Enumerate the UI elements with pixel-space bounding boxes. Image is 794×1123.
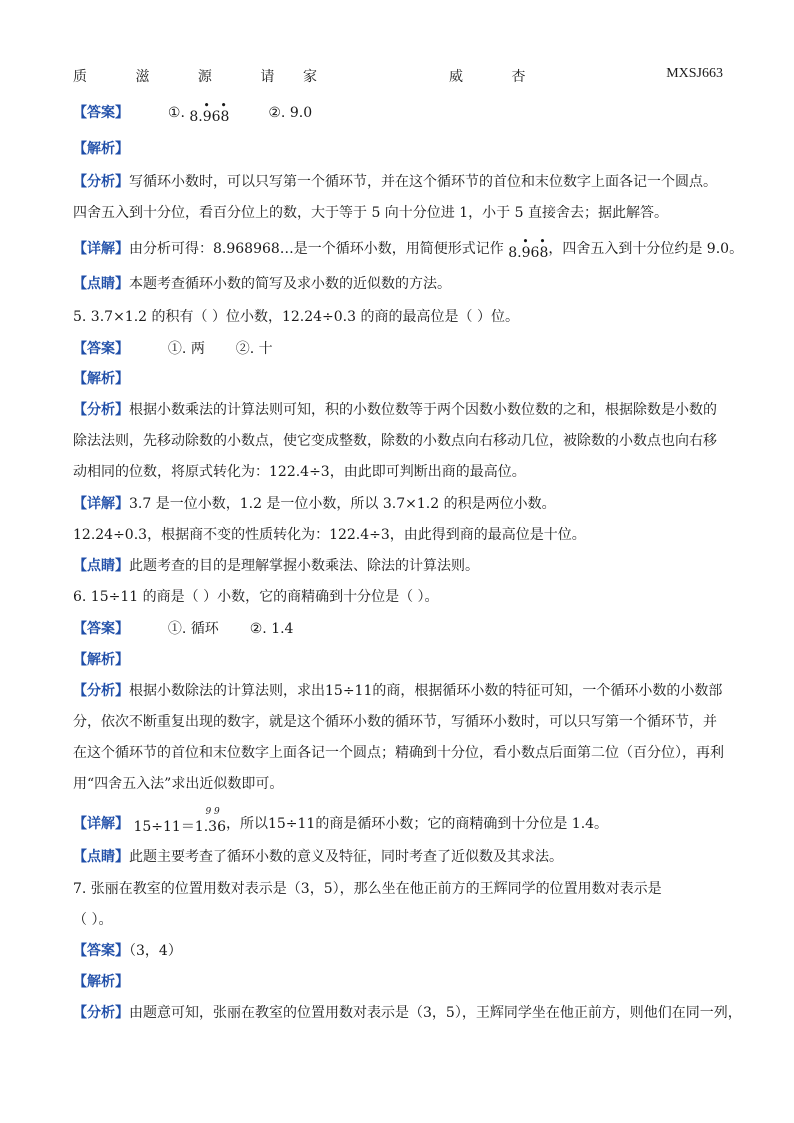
answer-tag: 【答案】 [73, 105, 129, 121]
q5-xiangjie-line-1: 【详解】3.7 是一位小数，1.2 是一位小数，所以 3.7×1.2 的积是两位小数。 [73, 496, 556, 512]
q6-dianjing: 【点睛】此题主要考查了循环小数的意义及特征，同时考查了近似数及其求法。 [73, 849, 563, 865]
q7-answer-row: 【答案】（3，4） [73, 943, 182, 959]
q5-question: 5. 3.7×1.2 的积有（ ）位小数，12.24÷0.3 的商的最高位是（ ）位。 [73, 309, 519, 325]
jiexi-heading: 【解析】 [73, 652, 129, 668]
q5-xiangjie-line-2: 12.24÷0.3，根据商不变的性质转化为：122.4÷3，由此得到商的最高位是十位。 [73, 527, 586, 543]
q5-answer-row: 【答案】 ①. 两 ②. 十 [73, 341, 273, 357]
repeating-decimal-inline: 8.968 • • [508, 235, 549, 261]
jiexi-heading: 【解析】 [73, 141, 129, 157]
q5-fenxi-line-1: 【分析】根据小数乘法的计算法则可知，积的小数位数等于两个因数小数位数的之和，根据除数是小数的 [73, 402, 717, 418]
q6-fenxi-line-2: 分，依次不断重复出现的数字，就是这个循环小数的循环节，写循环小数时，可以只写第一个循环节，并 [73, 714, 717, 730]
q6-answer-row: 【答案】 ①. 循环 ②. 1.4 [73, 621, 294, 637]
repeating-decimal-expression: 15÷11＝1.36 9 9 [133, 807, 226, 835]
q5-fenxi-line-3: 动相同的位数，将原式转化为：122.4÷3，由此即可判断出商的最高位。 [73, 464, 526, 480]
header-mid-text-2: 威 杏 [449, 69, 548, 85]
header-left-text: 质 滋 源 请 [73, 69, 297, 85]
q5-dianjing: 【点睛】此题考查的目的是理解掌握小数乘法、除法的计算法则。 [73, 558, 479, 574]
repeat-dot-icon: • [522, 235, 529, 248]
answer-option-2-label: ②. [268, 105, 286, 121]
q4-xiangjie: 【详解】由分析可得：8.968968…是一个循环小数，用简便形式记作 8.968 • • ，四舍五入到十分位约是 9.0。 [73, 235, 744, 261]
q7-fenxi-line-1: 【分析】由题意可知，张丽在教室的位置用数对表示是（3，5），王辉同学坐在他正前方，则他们在同一列， [73, 1005, 742, 1021]
repeating-decimal-value: 8.968 • • [189, 99, 230, 125]
page-header [73, 66, 723, 86]
answer-option-1-label: ①. [167, 105, 185, 121]
header-mid-text-1: 家 [303, 69, 317, 85]
repeat-dot-icon: • [539, 235, 546, 248]
q4-fenxi-line-1: 【分析】写循环小数时，可以只写第一个循环节，并在这个循环节的首位和末位数字上面各记一个圆点。 [73, 174, 717, 190]
q5-fenxi-line-2: 除法法则，先移动除数的小数点，使它变成整数，除数的小数点向右移动几位，被除数的小数点也向右移 [73, 433, 717, 449]
answer-option-2-value: 9.0 [289, 105, 313, 121]
q4-fenxi-line-2: 四舍五入到十分位，看百分位上的数，大于等于 5 向十分位进 1，小于 5 直接舍去；据此解答。 [73, 205, 668, 221]
repeat-dot-icon: • [220, 99, 227, 112]
q6-xiangjie: 【详解】 15÷11＝1.36 9 9 ，所以15÷11的商是循环小数；它的商精确到十分位是 1.4。 [73, 807, 609, 835]
header-code: MXSJ663 [666, 66, 723, 81]
q4-answer-row [73, 99, 722, 125]
q6-question: 6. 15÷11 的商是（ ）小数，它的商精确到十分位是（ ）。 [73, 589, 439, 605]
repeat-digits-superscript: 9 9 [205, 807, 220, 817]
q7-question-line-1: 7. 张丽在教室的位置用数对表示是（3，5），那么坐在他正前方的王辉同学的位置用数对表示是 [73, 881, 662, 897]
q6-fenxi-line-1: 【分析】根据小数除法的计算法则，求出15÷11的商，根据循环小数的特征可知，一个循环小数的小数部 [73, 683, 723, 699]
repeat-dot-icon: • [203, 99, 210, 112]
q4-dianjing: 【点睛】本题考查循环小数的简写及求小数的近似数的方法。 [73, 276, 451, 292]
jiexi-heading: 【解析】 [73, 974, 129, 990]
jiexi-heading: 【解析】 [73, 371, 129, 387]
q7-question-line-2: （ ）。 [73, 912, 113, 928]
q6-fenxi-line-4: 用“四舍五入法”求出近似数即可。 [73, 776, 284, 792]
q6-fenxi-line-3: 在这个循环节的首位和末位数字上面各记一个圆点；精确到十分位，看小数点后面第二位（百分位），再利 [73, 745, 724, 761]
